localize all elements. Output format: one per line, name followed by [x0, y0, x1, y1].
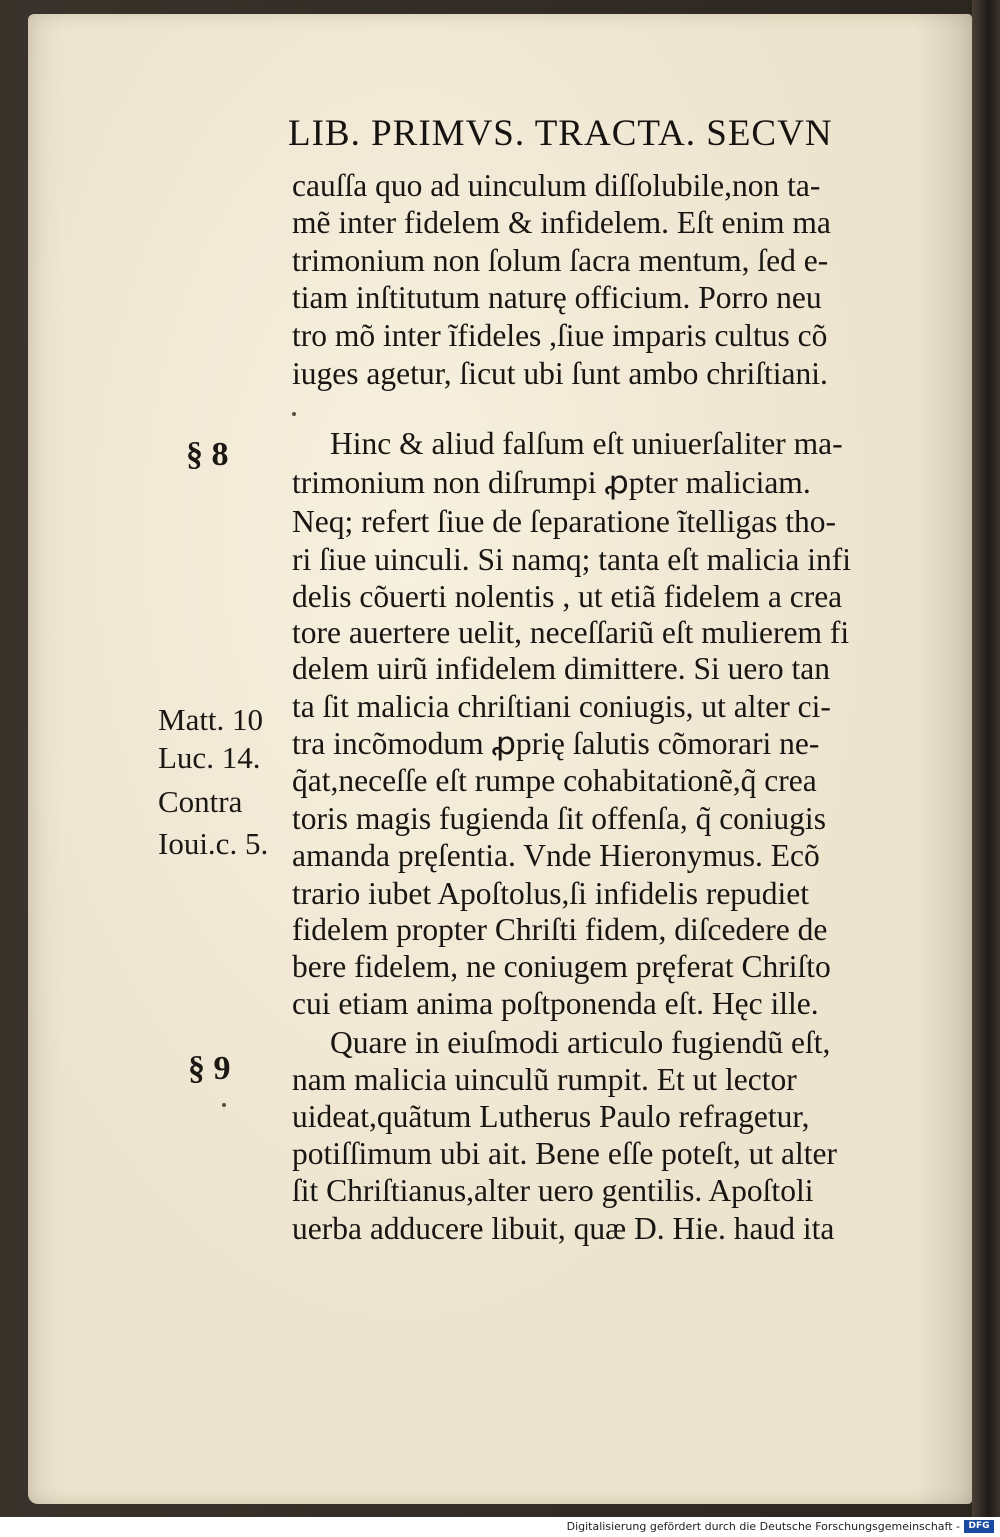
digitization-footer [0, 1517, 1000, 1537]
section-mark-9: § 9 [188, 1050, 231, 1087]
text-line: cauſſa quo ad uinculum diſſolubile,non ta- [292, 168, 821, 203]
text-line: Hinc & aliud falſum eſt uniuerſaliter ma- [330, 426, 843, 461]
marginal-citation-luc: Luc. 14. [158, 740, 261, 775]
ink-speck [222, 1103, 226, 1107]
text-line: q̃at,neceſſe eſt rumpe cohabitationẽ,q̃ crea [292, 763, 817, 798]
section-mark-8: § 8 [186, 436, 229, 473]
dfg-logo: DFG [964, 1520, 994, 1533]
text-line: trimonium non diſrumpi ꝓpter maliciam. [292, 465, 811, 500]
text-line: trimonium non ſolum ſacra mentum, ſed e- [292, 243, 829, 278]
text-line: bere fidelem, ne coniugem pręferat Chriſto [292, 949, 831, 984]
ink-speck [292, 412, 296, 416]
text-line: fidelem propter Chriſti fidem, diſcedere de [292, 912, 828, 947]
text-line: ri ſiue uinculi. Si namq; tanta eſt malicia infi [292, 542, 851, 577]
text-line: mẽ inter fidelem & infidelem. Eſt enim ma [292, 205, 831, 240]
text-line: ſit Chriſtianus,alter uero gentilis. Apoſtoli [292, 1173, 814, 1208]
text-line: tro mõ inter ĩfideles ,ſiue imparis cultus cõ [292, 318, 828, 353]
book-edge [972, 0, 1000, 1517]
marginal-citation-ioui: Ioui.c. 5. [158, 826, 269, 861]
text-line: potiſſimum ubi ait. Bene eſſe poteſt, ut alter [292, 1136, 838, 1171]
marginal-citation-matt: Matt. 10 [158, 702, 264, 737]
marginal-citation-contra: Contra [158, 784, 243, 819]
text-line: uerba adducere libuit, quæ D. Hie. haud ita [292, 1211, 835, 1246]
text-line: tiam inſtitutum naturę officium. Porro neu [292, 280, 822, 315]
text-line: uideat,quãtum Lutherus Paulo refragetur, [292, 1099, 810, 1134]
text-line: Neq; refert ſiue de ſeparatione ĩtelligas tho- [292, 504, 837, 539]
footer-credit: Digitalisierung gefördert durch die Deutsche Forschungsgemeinschaft - [566, 1520, 960, 1533]
text-line: tore auertere uelit, neceſſariũ eſt mulierem fi [292, 615, 850, 650]
running-header: LIB. PRIMVS. TRACTA. SECVN [288, 113, 833, 154]
text-line: Quare in eiuſmodi articulo fugiendũ eſt, [330, 1025, 831, 1060]
text-line: trario iubet Apoſtolus,ſi infidelis repudiet [292, 876, 810, 911]
text-line: iuges agetur, ſicut ubi ſunt ambo chriſtiani. [292, 356, 828, 391]
text-line: nam malicia uinculũ rumpit. Et ut lector [292, 1062, 797, 1097]
text-line: amanda pręſentia. Vnde Hieronymus. Ecõ [292, 838, 820, 873]
text-line: cui etiam anima poſtponenda eſt. Hęc ille. [292, 986, 819, 1021]
text-line: delem uirũ infidelem dimittere. Si uero tan [292, 651, 830, 686]
text-line: ta ſit malicia chriſtiani coniugis, ut alter ci- [292, 689, 831, 724]
text-line: tra incõmodum ꝓprię ſalutis cõmorari ne- [292, 726, 820, 761]
text-line: toris magis fugienda ſit offenſa, q̃ coniugis [292, 801, 826, 836]
text-line: delis cõuerti nolentis , ut etiã fidelem a crea [292, 579, 843, 614]
